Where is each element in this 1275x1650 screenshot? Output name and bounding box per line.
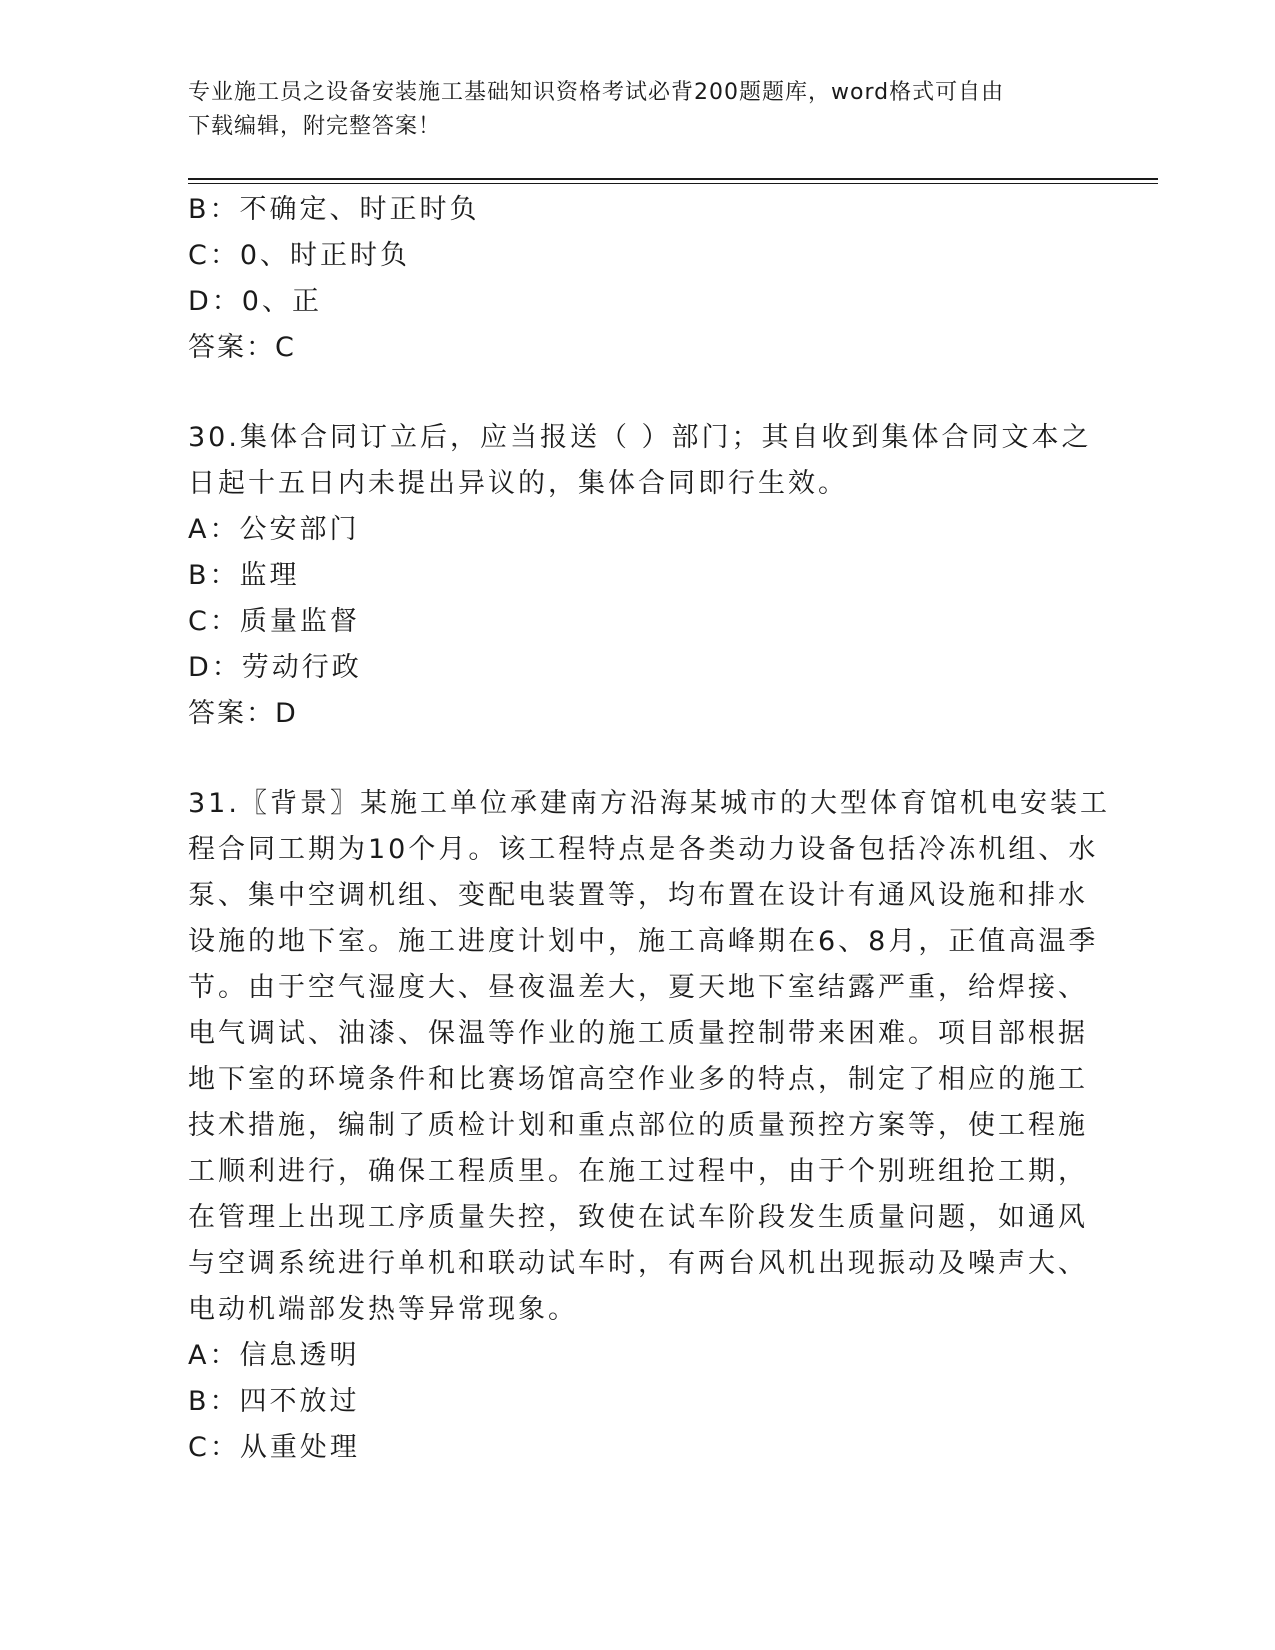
question-text-line: 地下室的环境条件和比赛场馆高空作业多的特点，制定了相应的施工 bbox=[188, 1064, 1088, 1095]
question-text-line: 程合同工期为10个月。该工程特点是各类动力设备包括冷冻机组、水 bbox=[188, 834, 1099, 865]
option-c: C：质量监督 bbox=[188, 606, 360, 637]
header-line-2: 下载编辑，附完整答案！ bbox=[188, 114, 442, 139]
question-gap bbox=[188, 371, 1083, 415]
question-text-line: 与空调系统进行单机和联动试车时，有两台风机出现振动及噪声大、 bbox=[188, 1248, 1088, 1279]
question-text-line: 电动机端部发热等异常现象。 bbox=[188, 1294, 578, 1325]
question-text-line: 技术措施，编制了质检计划和重点部位的质量预控方案等，使工程施 bbox=[188, 1110, 1088, 1141]
option-b: B：不确定、时正时负 bbox=[188, 194, 480, 225]
question-text-line: 设施的地下室。施工进度计划中，施工高峰期在6、8月，正值高温季 bbox=[188, 926, 1099, 957]
header-divider-thin bbox=[188, 183, 1158, 184]
question-text-line: 电气调试、油漆、保温等作业的施工质量控制带来困难。项目部根据 bbox=[188, 1018, 1088, 1049]
header-line-1: 专业施工员之设备安装施工基础知识资格考试必背200题题库，word格式可自由 bbox=[188, 80, 1005, 105]
question-gap bbox=[188, 737, 1083, 781]
question-text-line: 泵、集中空调机组、变配电装置等，均布置在设计有通风设施和排水 bbox=[188, 880, 1088, 911]
document-header bbox=[188, 76, 1088, 144]
option-a: A：信息透明 bbox=[188, 1340, 360, 1371]
option-b: B：监理 bbox=[188, 560, 300, 591]
question-text-line: 30.集体合同订立后，应当报送（ ）部门；其自收到集体合同文本之 bbox=[188, 422, 1092, 453]
option-c: C：从重处理 bbox=[188, 1432, 360, 1463]
document-body bbox=[188, 187, 1110, 1471]
question-text-line: 日起十五日内未提出异议的，集体合同即行生效。 bbox=[188, 468, 848, 499]
question-29-tail bbox=[188, 187, 1083, 371]
header-divider-thick bbox=[188, 178, 1158, 180]
answer-line: 答案：D bbox=[188, 698, 298, 729]
option-c: C：0、时正时负 bbox=[188, 240, 411, 271]
option-d: D：0、正 bbox=[188, 286, 322, 317]
question-text-line: 在管理上出现工序质量失控，致使在试车阶段发生质量问题，如通风 bbox=[188, 1202, 1088, 1233]
question-text bbox=[188, 415, 1092, 507]
question-text-line: 节。由于空气湿度大、昼夜温差大，夏天地下室结露严重，给焊接、 bbox=[188, 972, 1088, 1003]
question-text-line: 31.〖背景〗某施工单位承建南方沿海某城市的大型体育馆机电安装工 bbox=[188, 788, 1110, 819]
option-a: A：公安部门 bbox=[188, 514, 360, 545]
option-d: D：劳动行政 bbox=[188, 652, 362, 683]
question-31 bbox=[188, 781, 1110, 1471]
question-30 bbox=[188, 415, 1092, 737]
answer-line: 答案：C bbox=[188, 332, 296, 363]
question-text-line: 工顺利进行，确保工程质里。在施工过程中，由于个别班组抢工期， bbox=[188, 1156, 1088, 1187]
option-b: B：四不放过 bbox=[188, 1386, 360, 1417]
question-text bbox=[188, 781, 1110, 1333]
